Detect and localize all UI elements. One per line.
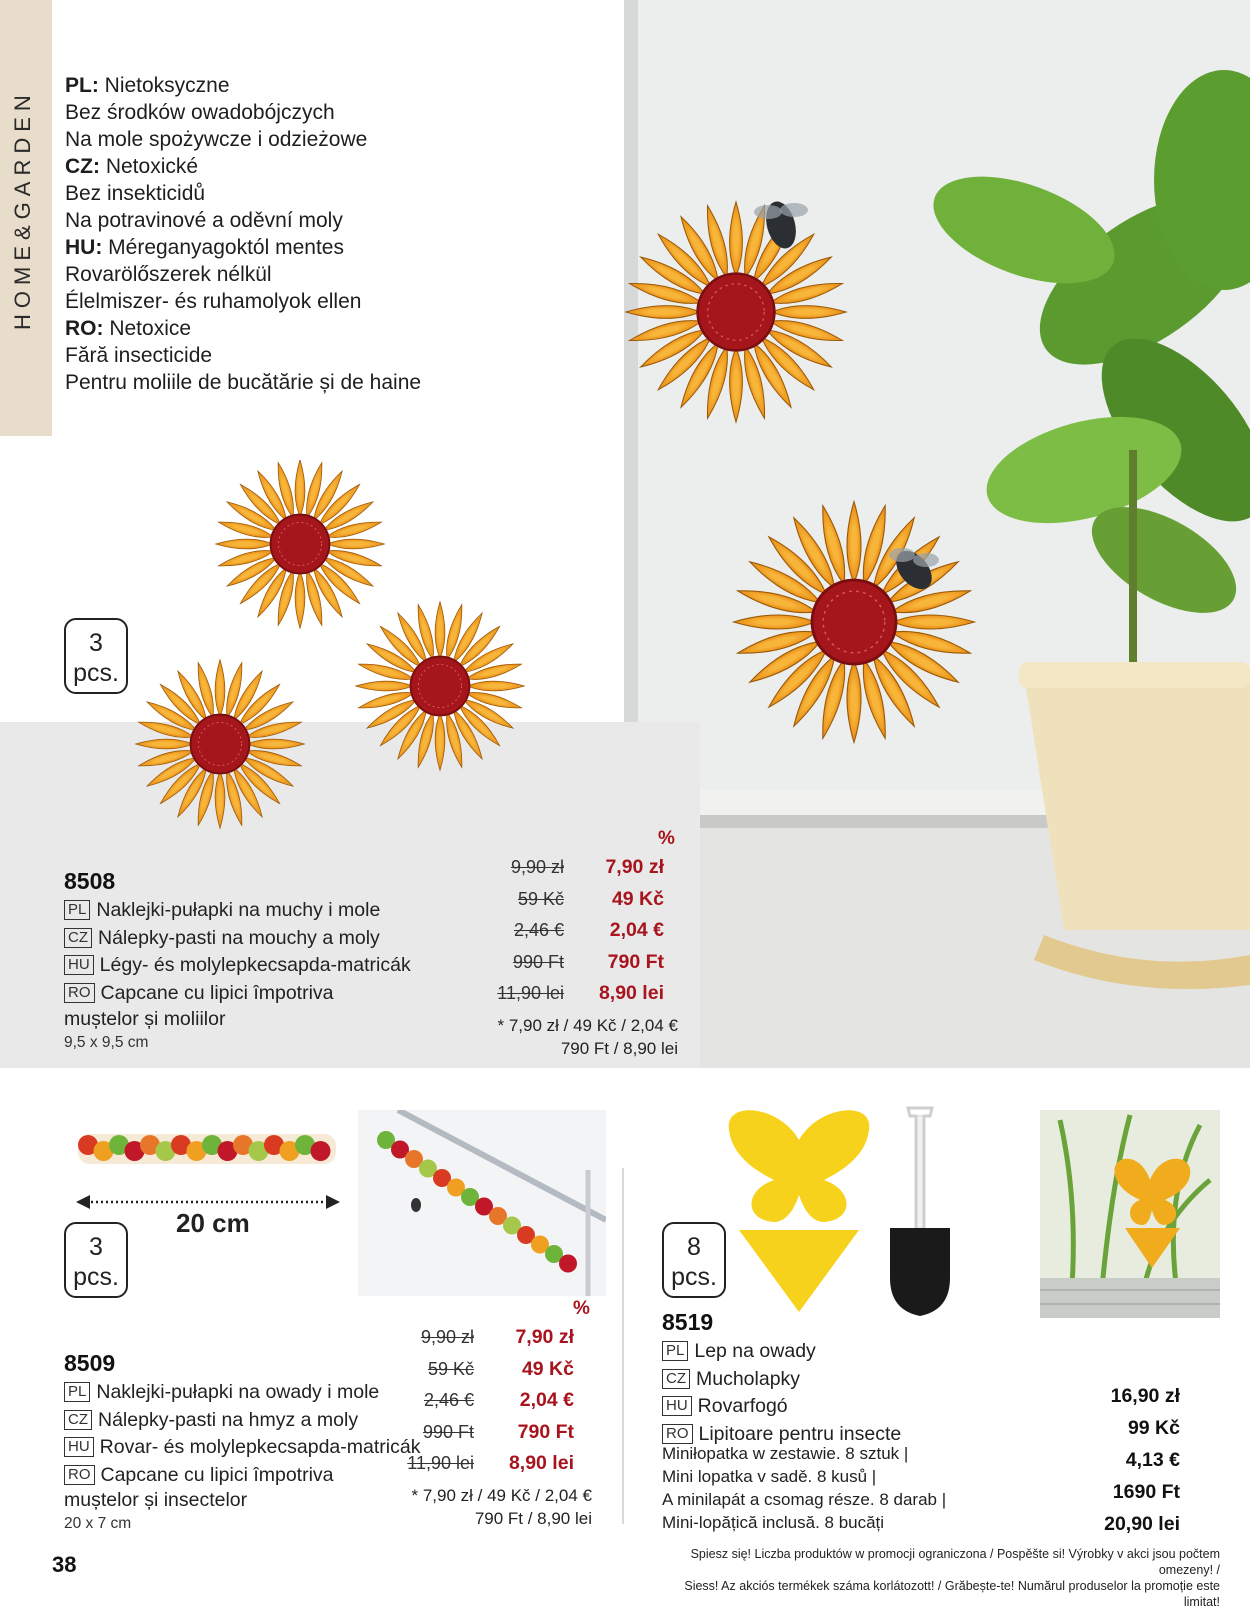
intro-benefits xyxy=(65,72,421,396)
product-name-text: Nálepky-pasti na hmyz a moly xyxy=(98,1408,359,1431)
product-name-text: Rovarfogó xyxy=(697,1395,788,1417)
fruit-shape xyxy=(559,1255,577,1273)
new-price: 49 Kč xyxy=(521,1357,574,1380)
product-dimensions: 20 x 7 cm xyxy=(64,1515,132,1532)
price-row xyxy=(380,1385,574,1417)
price-row xyxy=(470,915,664,947)
product-code: 8519 xyxy=(662,1309,714,1335)
price: 4,13 € xyxy=(1125,1449,1180,1471)
section-tab-label: HOME&GARDEN xyxy=(10,89,35,330)
intro-line: Na mole spożywcze i odzieżowe xyxy=(65,128,368,151)
hero-photo-window-sunflower-traps xyxy=(624,0,1250,1068)
fruit-garland-sticker-image xyxy=(76,1124,340,1172)
price-row xyxy=(470,947,664,979)
product-name-line xyxy=(64,1434,420,1462)
new-price: 2,04 € xyxy=(519,1389,574,1412)
intro-line: Fără insecticide xyxy=(65,344,213,367)
price-row xyxy=(470,978,664,1010)
product-names xyxy=(64,897,411,1007)
product-name-text: Mucholapky xyxy=(696,1367,801,1390)
section-tab xyxy=(0,0,52,436)
product-name-text: Lep na owady xyxy=(694,1340,816,1362)
product-name-continuation: muștelor și insectelor xyxy=(64,1489,248,1511)
price-row xyxy=(380,1448,574,1480)
old-price: 11,90 lei xyxy=(497,983,564,1004)
language-tag: HU xyxy=(64,955,94,975)
product-note-line: Mini-lopățică inclusă. 8 bucăți xyxy=(662,1513,885,1532)
trap-in-plant-photo xyxy=(1040,1110,1220,1318)
intro-line: Rovarölőszerek nélkül xyxy=(65,263,272,286)
price-footnote: * 7,90 zł / 49 Kč / 2,04 € 790 Ft / 8,90 lei xyxy=(497,1016,678,1058)
price-list xyxy=(380,1322,574,1480)
new-price: 7,90 zł xyxy=(515,1326,574,1349)
product-name-text: Légy- és molylepkecsapda-matricák xyxy=(99,954,411,976)
intro-line: HU: Méreganyagoktól mentes xyxy=(65,236,344,259)
product-name-line xyxy=(662,1366,901,1394)
language-tag: RO xyxy=(64,983,95,1003)
product-name-line xyxy=(64,1379,420,1407)
new-price: 2,04 € xyxy=(609,919,664,942)
fruit-shape xyxy=(311,1141,331,1161)
new-price: 8,90 lei xyxy=(508,1452,574,1475)
quantity-badge: 3 pcs. xyxy=(64,618,128,694)
language-tag: CZ xyxy=(662,1369,690,1389)
intro-line: CZ: Netoxické xyxy=(65,155,199,178)
product-note-line: A minilapát a csomag része. 8 darab | xyxy=(662,1490,947,1509)
language-tag: RO xyxy=(662,1424,693,1444)
product-name-line xyxy=(64,952,411,980)
language-tag: HU xyxy=(64,1437,94,1457)
old-price: 2,46 € xyxy=(423,1390,474,1411)
language-tag: PL xyxy=(662,1341,688,1361)
size-label: 20 cm xyxy=(176,1208,250,1238)
language-tag: HU xyxy=(662,1396,692,1416)
product-dimensions: 9,5 x 9,5 cm xyxy=(64,1034,149,1051)
price-list xyxy=(470,852,664,1010)
hero-illustration xyxy=(624,0,1250,1068)
price: 99 Kč xyxy=(1127,1417,1180,1439)
price: 1690 Ft xyxy=(1112,1481,1180,1503)
intro-line: Bez środków owadobójczych xyxy=(65,101,335,124)
language-tag: CZ xyxy=(64,1410,92,1430)
intro-line: Na potravinové a oděvní moly xyxy=(65,209,343,232)
old-price: 2,46 € xyxy=(513,920,564,941)
product-name-continuation: muștelor și moliilor xyxy=(64,1008,226,1030)
product-name-text: Capcane cu lipici împotriva xyxy=(100,1463,334,1486)
old-price: 59 Kč xyxy=(517,888,564,909)
price-list xyxy=(1104,1380,1180,1540)
product-name-line xyxy=(662,1338,901,1366)
promo-disclaimer: Spiesz się! Liczba produktów w promocji ograniczona / Pospěšte si! Výrobky v akci jsou počtem omezeny! / Siess! Az akciós termékek száma korlátozott! / Grăbește-te! Numărul produselor la promoție este limitat! xyxy=(684,1547,1220,1609)
quantity-badge: 3 pcs. xyxy=(64,1222,128,1298)
new-price: 8,90 lei xyxy=(598,982,664,1005)
language-tag: PL xyxy=(64,1382,90,1402)
language-tag: PL xyxy=(64,900,90,920)
garland-window-illustration xyxy=(358,1110,606,1296)
old-price: 9,90 zł xyxy=(510,857,564,878)
new-price: 49 Kč xyxy=(611,887,664,910)
product-name-text: Nálepky-pasti na mouchy a moly xyxy=(98,926,380,949)
price: 20,90 lei xyxy=(1104,1513,1180,1535)
butterfly-trap-image xyxy=(724,1100,874,1314)
page-number: 38 xyxy=(52,1552,77,1577)
old-price: 11,90 lei xyxy=(407,1453,474,1474)
old-price: 9,90 zł xyxy=(420,1327,474,1348)
product-name-line xyxy=(64,925,411,953)
discount-symbol: % xyxy=(658,828,675,849)
product-notes xyxy=(662,1442,946,1534)
language-tag: CZ xyxy=(64,928,92,948)
language-tag: RO xyxy=(64,1465,95,1485)
product-name-text: Rovar- és molylepkecsapda-matricák xyxy=(99,1436,421,1458)
new-price: 790 Ft xyxy=(517,1420,574,1443)
product-name-line xyxy=(64,980,411,1008)
mini-shovel-image xyxy=(880,1098,960,1318)
product-name-text: Naklejki-pułapki na owady i mole xyxy=(96,1381,380,1403)
price-row xyxy=(380,1354,574,1386)
new-price: 7,90 zł xyxy=(605,856,664,879)
product-note-line: Miniłopatka w zestawie. 8 sztuk | xyxy=(662,1444,909,1463)
product-code: 8509 xyxy=(64,1350,116,1376)
old-price: 990 Ft xyxy=(512,951,564,972)
intro-line: Élelmiszer- és ruhamolyok ellen xyxy=(65,290,362,313)
intro-line: RO: Netoxice xyxy=(65,317,192,340)
product-name-text: Naklejki-pułapki na muchy i mole xyxy=(96,899,381,921)
price: 16,90 zł xyxy=(1110,1385,1180,1407)
divider xyxy=(622,1168,624,1524)
intro-line: Pentru moliile de bucătărie și de haine xyxy=(65,371,422,394)
garland-window-photo xyxy=(358,1110,606,1296)
old-price: 990 Ft xyxy=(422,1421,474,1442)
trap-in-plant-illustration xyxy=(1040,1110,1220,1318)
product-name-line xyxy=(662,1393,901,1421)
price-row xyxy=(470,884,664,916)
product-name-line xyxy=(64,1462,420,1490)
intro-line: Bez insekticidů xyxy=(65,182,206,205)
price-row xyxy=(380,1417,574,1449)
product-note-line: Mini lopatka v sadě. 8 kusů | xyxy=(662,1467,877,1486)
price-table xyxy=(470,852,664,1010)
product-name-line xyxy=(64,1407,420,1435)
old-price: 59 Kč xyxy=(427,1358,474,1379)
product-name-text: Capcane cu lipici împotriva xyxy=(100,981,334,1004)
intro-line: PL: Nietoksyczne xyxy=(65,74,230,97)
product-names xyxy=(662,1338,901,1448)
price-table xyxy=(380,1322,574,1480)
discount-symbol: % xyxy=(573,1298,590,1319)
product-name-text: Lipitoare pentru insecte xyxy=(698,1422,902,1445)
price-row xyxy=(380,1322,574,1354)
price-footnote: * 7,90 zł / 49 Kč / 2,04 € 790 Ft / 8,90 lei xyxy=(411,1486,592,1528)
product-name-line xyxy=(64,897,411,925)
new-price: 790 Ft xyxy=(607,950,664,973)
product-code: 8508 xyxy=(64,868,116,894)
quantity-badge: 8 pcs. xyxy=(662,1222,726,1298)
sunflower-stickers-image xyxy=(120,460,540,840)
price-row xyxy=(470,852,664,884)
product-names xyxy=(64,1379,420,1489)
